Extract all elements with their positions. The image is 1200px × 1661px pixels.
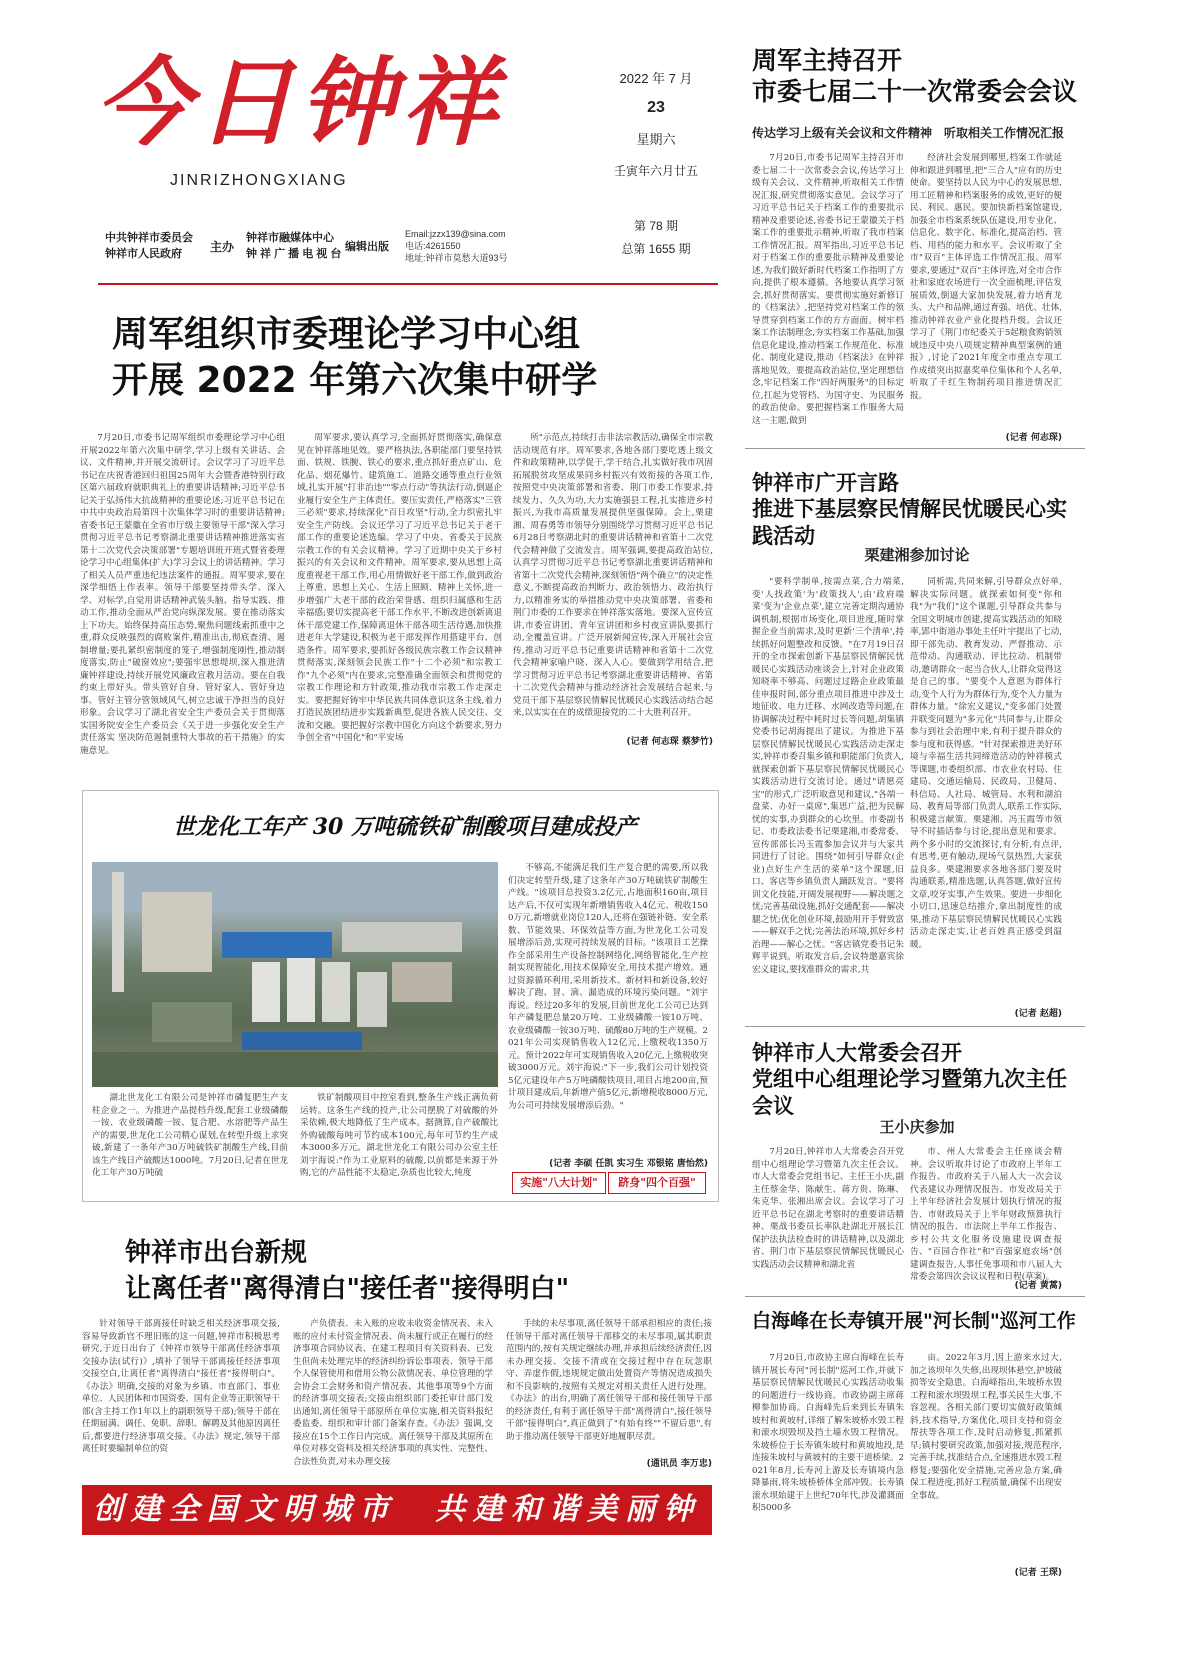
publisher-2: 钟 祥 广 播 电 视 台: [246, 248, 342, 260]
total-issue-number: 总第 1655 期: [621, 242, 691, 256]
story-subhead: 栗建湘参加讨论: [864, 546, 970, 564]
story-subhead: 王小庆参加: [879, 1118, 955, 1136]
story-body-col-1: 7月20日,市委书记周军主持召开市委七届二十一次常委会会议,传达学习上级有关会议、文件精神,听取相关工作情况汇报,研究贯彻落实意见。会议学习了习近平总书记关于档案工作的重要批示精神及重要论述,省委书记王蒙徽关于档案工作的重要批示精神,听取了我市档案工作情况汇报。周军指出,习近平总书记对于档案工作的重要批示精神及重要论述,为我们做好新时代档案工作指明了方向,提供了根本遵循。各地要认真学习领会,抓好贯彻落实。要贯彻实施好新修订的《档案法》,把坚持党对档案工作的领导贯穿到档案工作的方方面面。树牢档案工作法制理念,夯实档案工作基础,加强信息化建设,推动档案工作规范化、标准化、制度化建设,推动《档案法》在钟祥落地见效。要提高政治站位,坚定理想信念,牢记档案工作"四好两服务"的目标定位,扛起为党管档、为国守史、为民服务的政治使命。要把握档案工作服务大局这一主题,做到: [752, 153, 904, 426]
campaign-tag-1: 实施"八大计划": [512, 1172, 606, 1194]
headline-line-1: 钟祥市广开言路: [752, 471, 899, 495]
masthead-logo: 今日钟祥: [95, 46, 503, 159]
story-subhead: 传达学习上级有关会议和文件精神 听取相关工作情况汇报: [752, 126, 1065, 140]
headline-line-2: 开展 2022 年第六次集中研学: [112, 360, 598, 401]
story-headline-grassroots: [752, 470, 1082, 549]
bottom-body-col-1: 针对领导干部离接任时缺乏相关经济事项交接,容易导致新官不理旧账的这一问题,钟祥市积极思考研究,于近日出台了《钟祥市领导干部离任经济事项交接办法(试行)》,填补了领导干部离接任经济事项交接空白,让离任者"离得清白"接任者"接得明白"。《办法》明确,交接的对象为乡镇、市直部门、事业单位、人民团体和市国资委、国有企业等正职领导干部(含主持工作1年以上的副职领导干部);领导干部在任期届满、调任、免职、辞职、解聘及其他原因离任后,都要进行经济事项交接。《办法》规定,领导干部离任时要编制单位的资: [82, 1319, 280, 1454]
story-body-col-2: 同析需,共同来解,引导群众点好单,解决实际问题。就探索如何变"你和我"为"我们"这个课题,引导群众共参与全国文明城市创建,提高实践活动的知晓率,郢中街道办事处主任叶宇提出了七动,即干部先动、教育发动、严督推动、示范带动、沟通联动、评比拉动、机制带动,邀请群众一起当合伙人,让群众觉得这是自己的事。"要变个人意愿为群体行动,变个人行为为群体行为,变个人力量为群体力量。"徐宏义建议,"变多部门处置并联变问题为"多元化"共同参与,让群众参与到社会治理中来,有利于提升群众的参与度和获得感。"针对探索推进美好环境与幸福生活共同缔造活动的钟祥模式等课题,市委组织部、市农业农村局、住建局、交通运输局、民政局、卫健局、科信局、人社局、城管局、水利和湖泊局、教育局等部门负责人,联系工作实际,积极建言献策。栗建湘、冯玉霞等市领导不时插话参与讨论,提出意见和要求。两个多小时的交流探讨,有分析,有点评,有思考,更有触动,现场气氛热烈,大家获益良多。栗建湘要求各地各部门要及时沟通联系,精准选题,认真答题,做好宣传文章,咬牙实事,产生效果。要进一步细化小切口,迅速总结推介,拿出制度性的成果,推动下基层察民情解民忧暖民心实践活动走深走实,让老百姓真正感受到温暖。: [910, 577, 1062, 950]
lunar-date: 壬寅年六月廿五: [613, 164, 698, 178]
bottom-body-col-2: 产负债表、未入账的应收未收资金情况表、未入账的应付未付资金情况表、尚未履行或正在履行的经济事项合同协议表、在建工程项目有关资料表、已发生但尚未处理完毕的经济纠纷诉讼事项表、领导干部个人保管使用和借用公物公款情况表、单位管理的学会协会工会财务和资产情况表、其他事项等9个方面的经济事项交接表;交接由组织部门委托审计部门发出通知,离任领导干部原所在单位实施,相关资料报纪委监委、组织和审计部门备案存查。《办法》强调,交接应在15个工作日内完成。离任领导干部及其原所在单位对移交资料及相关经济事项的真实性、完整性、合法性负责,对未办理交接: [293, 1319, 493, 1467]
issue-number: 第 78 期: [633, 219, 679, 233]
main-headline: [112, 312, 712, 404]
headline-line-1: 周军主持召开: [752, 46, 903, 75]
story-headline-river-patrol: 白海峰在长寿镇开展"河长制"巡河工作: [752, 1310, 1076, 1332]
masthead-pinyin: JINRIZHONGXIANG: [170, 172, 348, 189]
main-body-col-1: 7月20日,市委书记周军组织市委理论学习中心组开展2022年第六次集中研学,学习上级有关讲话、会议、文件精神,并开展交流研讨。会议学习了习近平总书记在庆祝香港回归祖国25周年大会暨香港特别行政区第六届政府就职典礼上的重要讲话精神;习近平总书记关于弘扬伟大抗战精神的重要论述;习近平总书记在中共中央政治局第四十次集体学习时的重要讲话精神;省委书记王蒙徽在全省市厅级主要领导干部"深入学习贯彻习近平总书记考察湖北重要讲话精神推进落实省第十二次党代会决策部署"专题培训班开班式暨省委理论学习中心组集体(扩大)学习会议上的讲话精神。学习了相关人员严重违纪违法案件的通报。周军要求,要在深学细悟上作表率。领导干部要坚持带头学、深入学、对标学,自觉用讲话精神武装头脑、指导实践、推动工作,推动全面从严治党向纵深发展。要在推动落实上下功夫。始终保持高压态势,聚焦问题线索抓重中之重,群众反映强烈的腐败案件,精准出击,彻底查清、遏制增量;要扎紧织密制度的笼子,增强制度刚性,推动制度落实,防止"破窗效应";要强牢思想堤坝,深入推进清廉钟祥建设,持续开展党风廉政宣教月活动。要在自我约束上带好头。带头管好自身、管好家人、管好身边事、管好主管分管领域风气,树立忠诚干净担当的良好形象。会议学习了湖北省安全生产委员会关于贯彻落实国务院安全生产委员会《关于进一步强化安全生产责任落实 坚决防范遏制重特大事故的若干措施》的实施意见。: [80, 433, 285, 756]
main-body-col-2: 周军要求,要认真学习,全面抓好贯彻落实,确保意见在钟祥落地见效。要严格执法,各职能部门要坚持铁面、铁规、铁腕、铁心的要求,重点抓好重点矿山、危化品、烟花爆竹、建筑施工、道路交通等重点行业领域,扎实开展"打非治违""零点行动"等执法行动,倒逼企业履行安全生产主体责任。要压实责任,严格落实"三管三必须"要求,持续深化"百日攻坚"行动,全力织密扎牢安全生产防线。会议还学习了习近平总书记关于老干部工作的重要论述选编。学习了中央、省委关于民族宗教工作的有关会议精神。学习了近期中央关于乡村振兴的有关会议和文件精神。周军要求,要从思想上高度重视老干部工作,用心用情做好老干部工作,做到政治上尊重、思想上关心、生活上照顾、精神上关怀,进一步增强广大老干部的政治荣誉感、组织归属感和生活幸福感;要切实提高老干部工作水平,不断改进创新离退休干部党建工作,保障离退休干部各项生活待遇,加快推进老年大学建设,积极为老干部发挥作用搭建平台、创造条件。周军要求,要抓好各级民族宗教工作会议精神贯彻落实,深刻领会民族工作"十二个必须"和宗教工作"九个必须"内在要求,完整准确全面领会和贯彻党的宗教工作理论和方针政策,推动我市宗教工作走深走实。要把握好铸牢中华民族共同体意识这条主线,着力打造民族团结进步实践新典型,促进各族人民交往、交流和交融。要把握好宗教中国化方向这个新要求,努力争创全省"中国化"和"平安场: [297, 433, 502, 743]
feature-body-col-1: 湖北世龙化工有限公司是钟祥市磷复肥生产支柱企业之一。为推进产品提档升级,配套工业级磷酸一铵、农业级磷酸一铵、复合肥、水溶肥等产品生产的需要,世龙化工公司精心谋划,在转型升级上求突破,新建了一条年产30万吨硫铁矿制酸生产线,目前该生产线日产硫酸达1000吨。7月20日,记者在世龙化工年产30万吨硫: [92, 1093, 288, 1178]
story-body-col-2: 亩。2022年3月,因上游来水过大,加之该坝年久失修,出现坝体悬空,护坡破损等安全隐患。白海峰指出,朱坡桥水毁工程和滚水坝毁坝工程,事关民生大事,不容忽视。各相关部门要切实做好政策倾斜,技术指导,方案优化,项目支持和资金帮扶等各项工作,及时启动修复,抓紧抓早;镇村要研究政策,加强对接,规范程序,完善手续,找准结合点,全速推进水毁工程修复;要强化安全措施,完善应急方案,确保工程进度,抓好工程质量,确保不出现安全事故。: [910, 1353, 1062, 1501]
divider: [745, 1026, 1085, 1027]
date-line: 2022 年 7 月: [619, 71, 693, 86]
contact-block: [405, 228, 508, 264]
factory-photo: [92, 862, 498, 1087]
byline: (通讯员 李万忠): [646, 1459, 712, 1469]
masthead-rule: [98, 283, 718, 285]
story-body-col-2: 市、州人大常委会主任座谈会精神。会议听取并讨论了市政府上半年工作报告、市政府关于八届人大一次会议代表建议办理情况报告、市发改局关于上半年经济社会发展计划执行情况的报告、市财政局关于上半年财政预算执行情况的报告、市法院上半年工作报告、乡村公共文化服务设施建设调查报告、"百园合作社"和"百强家庭农场"创建调查报告,人事任免事项和市八届人大常委会第四次会议议程和日程(草案)。: [910, 1147, 1062, 1282]
divider: [745, 448, 1085, 449]
date-day: 23: [647, 99, 665, 116]
feature-body-col-2: 铁矿制酸项目中控室看到,整条生产线正满负荷运转。这条生产线的投产,让公司摆脱了对硫酸的外采依赖,极大地降低了生产成本。据测算,自产硫酸比外购硫酸每吨可节约成本100元,每年可节约生产成本3000多万元。湖北世龙化工有限公司办公室主任刘宇海说:"作为工业原料的硫酸,以前都是来源于外购,它的产品性能不太稳定,杂质也比较大,纯度: [300, 1093, 498, 1178]
feature-headline: 世龙化工年产 30 万吨硫铁矿制酸项目建成投产: [173, 814, 637, 840]
byline: (记者 李硕 任凯 实习生 邓银铭 唐怡然): [549, 1159, 708, 1169]
email: Email:jzzx139@sina.com: [405, 229, 506, 239]
weekday: 星期六: [636, 132, 676, 147]
publisher-1: 钟祥市融媒体中心: [246, 232, 334, 244]
headline-line-2: 推进下基层察民情解民忧暖民心实践活动: [752, 497, 1067, 548]
byline: (记者 黄蒿): [1014, 1281, 1062, 1291]
sponsor-1: 中共钟祥市委员会: [105, 232, 193, 244]
story-headline-standing-committee: [752, 45, 1082, 108]
publisher-role: 编辑出版: [345, 241, 389, 253]
headline-line-1: 周军组织市委理论学习中心组: [112, 314, 581, 355]
headline-line-2: 党组中心组理论学习暨第九次主任会议: [752, 1067, 1067, 1118]
sponsor-role: 主办: [210, 240, 235, 254]
byline: (记者 王琛): [1014, 1568, 1062, 1578]
sponsor-2: 钟祥市人民政府: [105, 248, 182, 260]
story-headline-congress: [752, 1040, 1082, 1119]
byline: (记者 何志琛 蔡梦竹): [626, 737, 713, 747]
bottom-headline: [125, 1235, 715, 1307]
slogan-banner: 创建全国文明城市 共建和谐美丽钟祥: [82, 1485, 712, 1535]
story-body-col-1: "要科学制单,按需点菜,合力端菜,变'人找政策'为'政策找人',由'政府端菜'变为'企业点菜',建立完善定期沟通协调机制,根据市场变化,项目进度,随时掌握企业当前需求,及时更新'三个清单',持续抓好问题整改和反馈。"在7月19日召开的全市探索创新下基层察民情解民忧暖民心实践活动座谈会上,针对企业政策知晓率不够高、问题过过路企业政策最佳申报时间,部分重点项目推进中涉及土地征收、电力迁移、水网改造等问题,在协调解决过程中耗时过长等问题,胡集镇党委书记胡海提出了建议。为推进下基层察民情解民忧暖民心实践活动走深走实,钟祥市委召集乡镇和职能部门负责人,就探索创新下基层察民情解民忧暖民心实践活动进行交流讨论。通过"请愿亮宝"的形式,广泛听取意见和建议,"各端一盘菜、办好一桌席",集思广益,把为民解忧的实事,办到群众的心坎里。市委副书记、市委政法委书记栗建湘,市委常委、宣传部部长冯玉霞参加会议并与大家共同进行了讨论。围绕"如何引导群众(企业)点好生产生活的菜单"这个课题,旧口、客店等乡镇负责人踊跃发言。"要将训文化技能,开阔发展视野——解决题之忧;完善基础设施,抓好交通配套——解决腿之忧;优化创业环境,鼓励用开手臂致富——解双手之忧;完善法治环境,抓好乡村治理——解心之忧。"客店镇党委书记朱辉平说到。听取发言后,会议特邀嘉宾徐宏义建议,要找准群众的需求,共: [752, 577, 904, 975]
headline-line-2: 让离任者"离得清白"接任者"接得明白": [125, 1274, 570, 1304]
campaign-tag-2: 跻身"四个百强": [608, 1172, 706, 1194]
byline: (记者 何志琛): [1005, 433, 1062, 443]
headline-line-1: 钟祥市人大常委会召开: [752, 1041, 962, 1065]
date-block: [596, 68, 716, 257]
story-body-col-1: 7月20日,市政协主席白海峰在长寿镇开展长寿河"河长制"巡河工作,并就下基层察民情解民忧暖民心实践活动收集的问题进行一线协商。市政协副主席蒋柳参加协商。白海峰先后来到长寿镇朱坡村和黄坡村,详细了解朱坡桥水毁工程和滚水坝毁坝及挡土墙水毁工程情况。朱坡桥位于长寿镇朱坡村和黄坡地段,是连接朱坡村与黄坡村的主要干道桥梁。2021年8月,长寿河上游及长寿镇境内急降暴雨,将朱坡桥桥体全部冲毁。长寿镇滚水坝始建于上世纪70年代,涉及灌溉面积5000多: [752, 1353, 904, 1513]
bottom-body-col-3: 手续的未尽事项,离任领导干部承担相应的责任;接任领导干部对离任领导干部移交的未尽事项,属其职责范围内的,按有关规定继续办理,并承担后续经济责任,因未办理交接、交接不清或在交接过程中存在玩忽职守、弄虚作假,违规规定做出处置资产等情况造成损失和不良影响的,按照有关规定对相关责任人进行处理。《办法》的出台,明确了离任领导干部和接任领导干部的经济责任,有利于离任领导干部"离得清白",接任领导干部"接得明白",真正做到了"有始有终""不留后患",有助于推动离任领导干部更好地履职尽责。: [506, 1319, 712, 1442]
headline-line-2: 市委七届二十一次常委会会议: [752, 77, 1078, 107]
story-body-col-1: 7月20日,钟祥市人大常委会召开党组中心组理论学习暨第九次主任会议。市人大常委会党组书记、主任王小庆,副主任蔡金华、陈献生、蒋方贵、陈琳、朱克华、张湘出席会议。会议学习了习近平总书记在湖北考察时的重要讲话精神、栗战书委员长率队赴湖北开展长江保护法执法检查时的讲话精神,以及湖北省、荆门市下基层察民情解民忧暖民心实践活动会议精神和湖北省: [752, 1147, 904, 1270]
address: 地址:钟祥市莫愁大道93号: [405, 253, 508, 263]
byline: (记者 赵超): [1014, 1009, 1062, 1019]
headline-line-1: 钟祥市出台新规: [125, 1238, 308, 1268]
feature-body-col-3: 不够高,不能满足我们生产复合肥的需要,所以我们决定转型升级,建了这条年产30万吨硫铁矿制酸生产线。"该项目总投资3.2亿元,占地面积160亩,项目达产后,不仅可实现年新增销售收入4亿元、税收1500万元,新增就业岗位120人,还将在强链补链、安全系数、节能效果、环保效益等方面,为世龙化工公司发展增添后劲,实现可持续发展的目标。"该项目工艺操作全部采用生产设备控制网络化,网络智能化,生产控制实现智能化,用技术保障安全,用技术提产增效。通过资源循环利用,采用新技术、新材料和新设备,较好解决了跑、冒、滴、漏造成的环境污染问题。"刘宇海说。经过20多年的发展,目前世龙化工公司已达到年产磷复肥总量20万吨、工业级磷酸一铵10万吨、农业级磷酸一铵30万吨、硫酸80万吨的生产规模。2021年公司实现销售收入12亿元,上缴税收1350万元。预计2022年可实现销售收入20亿元,上缴税收突破3000万元。刘宇海说:"下一步,我们公司计划投资5亿元建设年产5万吨磷酸铁项目,项目占地200亩,预计项目建成后,年新增产值5亿元,新增税收8000万元,为公司可持续发展增添后劲。": [508, 863, 708, 1111]
publisher-block: [246, 230, 356, 262]
main-body-col-3: 所"示范点,持续打击非法宗教活动,确保全市宗教活动规范有序。周军要求,各地各部门要吃透上级文件和政策精神,以学促干,学干结合,扎实做好我市巩固拓展脱贫攻坚成果同乡村振兴有效衔接的各项工作,按照党中央决策部署和省委、荆门市委工作要求,持续发力、久久为功,大力实施强县工程,扎实推进乡村振兴,为我市高质量发展提供坚强保障。会上,栗建湘、周春勇等市领导分别围绕学习贯彻习近平总书记6月28日考察湖北时的重要讲话精神和省第十二次党代会精神做了交流发言。周军强调,要提高政治站位,认真学习贯彻习近平总书记考察湖北重要讲话精神和省第十二次党代会精神,深刻领悟"两个确立"的决定性意义,不断提高政治判断力、政治领悟力、政治执行力,以精准务实的举措推动党中央决策部署、省委和荆门市委的工作要求在钟祥落实落地。要深入宣传宣讲,市委宣讲团、青年宣讲团和乡村夜宣讲队要抓行动,全覆盖宣讲。广泛开展新闻宣传,深入开展社会宣传,推动习近平总书记重要讲话精神和省第十二次党代会精神家喻户晓、深入人心。要做到学用结合,把学习贯彻习近平总书记考察湖北重要讲话精神、省第十二次党代会精神与推动经济社会发展结合起来,与党员干部下基层察民情解民忧暖民心实践活动结合起来,以实实在在的成绩迎接党的二十大胜利召开。: [513, 433, 713, 718]
phone: 电话:4261550: [405, 241, 461, 251]
divider: [745, 1296, 1085, 1297]
factory-illustration: [92, 862, 498, 1087]
story-body-col-2: 经济社会发展到哪里,档案工作就延伸和跟进到哪里,把"三合人"应有的历史使命。要坚持以人民为中心的发展思想,用工匠精神和档案服务的成效,更好的便民、利民、惠民。要加快新档案馆建设,加强全市档案系统队伍建设,用专业化、信息化、数字化、标准化,提高治档、管档、用档的能力和水平。会议听取了全市"双百"主体评选工作情况汇报。周军要求,要通过"双百"主体评选,对全市合作社和家庭农场进行一次全面梳理,评估发展质效,倒逼大家加快发展,着力培育龙头、大户和品牌,通过育强、培优、壮体,推动钟祥农业产业化提档升级。会议还学习了《荆门市纪委关于5起粮食购销领域违反中央八项规定精神典型案例的通报》,讨论了2021年度全市重点专项工作成绩突出拟嘉奖单位集体和个人名单,听取了千红生物制药项目推进情况汇报。: [910, 153, 1062, 401]
